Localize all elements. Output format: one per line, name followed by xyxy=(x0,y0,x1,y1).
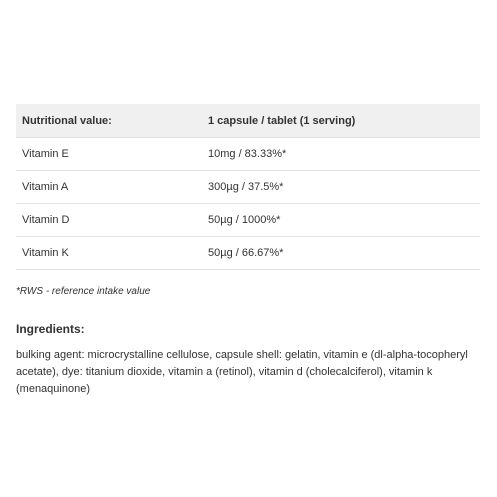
ingredients-text: bulking agent: microcrystalline cellulose, capsule shell: gelatin, vitamin e (dl-alpha-tocopheryl acetate), dye: titanium dioxide, vitamin a (retinol), vitamin d (cholecalciferol), vitamin k (menaquinone) xyxy=(16,349,468,395)
table-row xyxy=(16,138,480,171)
column-header-nutritional-value: Nutritional value: xyxy=(16,104,202,138)
nutrient-name: Vitamin A xyxy=(16,171,202,204)
nutrient-name: Vitamin E xyxy=(16,138,202,171)
nutrient-value: 50µg / 66.67%* xyxy=(202,237,480,270)
nutrient-name: Vitamin D xyxy=(16,204,202,237)
nutrient-value: 300µg / 37.5%* xyxy=(202,171,480,204)
table-header-row xyxy=(16,104,480,138)
nutrient-value: 50µg / 1000%* xyxy=(202,204,480,237)
column-header-serving: 1 capsule / tablet (1 serving) xyxy=(202,104,480,138)
nutrient-value: 10mg / 83.33%* xyxy=(202,138,480,171)
ingredients-heading: Ingredients: xyxy=(16,322,85,336)
table-row xyxy=(16,171,480,204)
table-row xyxy=(16,237,480,270)
nutrition-table xyxy=(16,104,480,270)
nutrient-name: Vitamin K xyxy=(16,237,202,270)
reference-intake-footnote: *RWS - reference intake value xyxy=(16,286,151,297)
table-row xyxy=(16,204,480,237)
product-info xyxy=(16,104,481,398)
